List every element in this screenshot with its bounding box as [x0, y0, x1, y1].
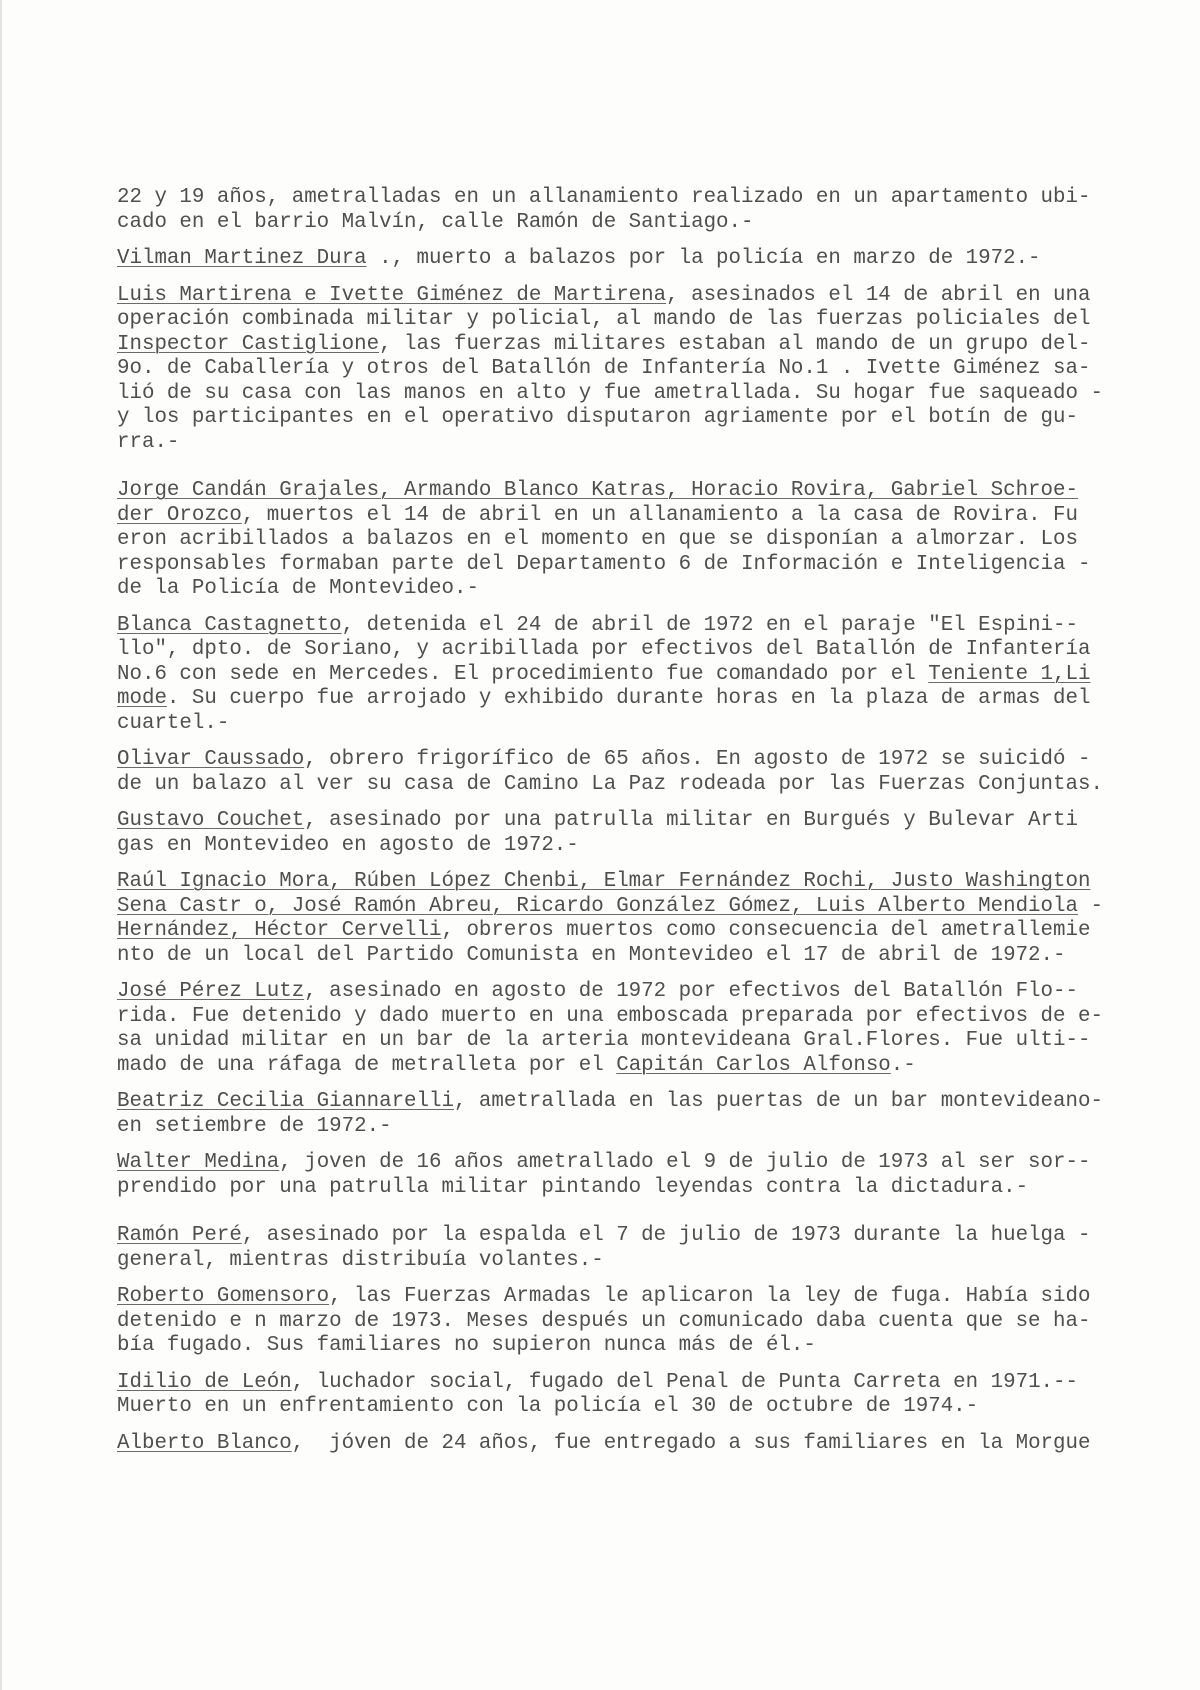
text-segment: prendido por una patrulla militar pintando leyendas contra la dictadura.-	[117, 1175, 1029, 1199]
text-segment: detenido e n marzo de 1973. Meses después un comunicado daba cuenta que se ha-	[117, 1309, 1091, 1333]
text-line	[117, 944, 1127, 969]
text-segment: , luchador social, fugado del Penal de Punta Carreta en 1971.--	[291, 1370, 1078, 1394]
text-segment: eron acribillados a balazos en el momento en que se disponían a almorzar. Los	[117, 528, 1078, 551]
text-line	[117, 748, 1127, 773]
text-line	[117, 1249, 1127, 1274]
text-line	[117, 980, 1127, 1005]
underlined-name: Roberto Gomensoro	[117, 1285, 330, 1308]
text-line	[117, 1395, 1127, 1420]
underlined-name: mode	[117, 687, 167, 710]
entry-paragraph	[117, 980, 1127, 1078]
text-line	[117, 1310, 1127, 1335]
text-line	[117, 528, 1127, 553]
text-line	[117, 577, 1127, 602]
underlined-name: Idilio de León	[117, 1370, 292, 1394]
underlined-name: Vilman Martinez Dura	[117, 247, 367, 270]
text-line	[117, 1432, 1127, 1457]
text-segment: en setiembre de 1972.-	[117, 1114, 392, 1138]
text-line	[117, 479, 1127, 504]
text-segment: rra.-	[117, 430, 180, 454]
text-segment: mado de una ráfaga de metralleta por el	[117, 1053, 617, 1077]
underlined-name: der Orozco	[117, 503, 242, 527]
text-segment: gas en Montevideo en agosto de 1972.-	[117, 833, 579, 857]
entry-paragraph	[117, 479, 1127, 602]
text-line	[117, 1285, 1127, 1310]
text-line	[117, 357, 1127, 382]
entry-paragraph	[117, 614, 1127, 737]
text-segment: cado en el barrio Malvín, calle Ramón de Santiago.-	[117, 210, 754, 234]
text-line	[117, 614, 1127, 639]
text-segment: 9o. de Caballería y otros del Batallón de Infantería No.1 . Ivette Giménez sa-	[117, 357, 1091, 380]
underlined-name: José Pérez Lutz	[117, 980, 305, 1003]
text-segment: nto de un local del Partido Comunista en Montevideo el 17 de abril de 1972.-	[117, 943, 1066, 967]
entry-paragraph	[117, 1371, 1127, 1420]
text-line	[117, 211, 1127, 236]
text-segment: , asesinados el 14 de abril en una	[666, 283, 1091, 307]
text-segment: ., muerto a balazos por la policía en marzo de 1972.-	[366, 247, 1041, 270]
text-line	[117, 1005, 1127, 1030]
entry-paragraph	[117, 247, 1127, 272]
text-segment: Muerto en un enfrentamiento con la policía el 30 de octubre de 1974.-	[117, 1395, 979, 1418]
text-segment: bía fugado. Sus familiares no supieron nunca más de él.-	[117, 1334, 816, 1357]
text-line	[117, 1115, 1127, 1140]
text-segment: , muertos el 14 de abril en un allanamiento a la casa de Rovira. Fu	[241, 503, 1078, 527]
text-segment: operación combinada militar y policial, al mando de las fuerzas policiales del	[117, 308, 1091, 331]
text-segment: , obrero frigorífico de 65 años. En agosto de 1972 se suicidó -	[304, 748, 1091, 771]
text-segment: general, mientras distribuía volantes.-	[117, 1248, 604, 1272]
text-line	[117, 553, 1127, 578]
underlined-name: Olivar Caussado	[117, 748, 305, 771]
text-segment: , las fuerzas militares estaban al mando de un grupo del-	[379, 332, 1091, 356]
text-segment: , detenida el 24 de abril de 1972 en el paraje "El Espini--	[341, 613, 1078, 637]
text-line	[117, 431, 1127, 456]
text-line	[117, 1224, 1127, 1249]
text-segment: , obreros muertos como consecuencia del ametrallemie	[441, 919, 1091, 942]
text-line	[117, 870, 1127, 895]
underlined-name: Blanca Castagnetto	[117, 613, 342, 637]
underlined-name: Hernández, Héctor Cervelli	[117, 919, 442, 942]
text-segment: de un balazo al ver su casa de Camino La Paz rodeada por las Fuerzas Conjuntas.	[117, 772, 1103, 796]
underlined-name: Inspector Castiglione	[117, 332, 380, 356]
text-segment: sa unidad militar en un bar de la arteria montevideana Gral.Flores. Fue ulti--	[117, 1029, 1091, 1052]
text-segment: , asesinado por la espalda el 7 de julio de 1973 durante la huelga -	[241, 1224, 1091, 1247]
text-line	[117, 687, 1127, 712]
text-segment: cuartel.-	[117, 711, 230, 735]
underlined-name: Alberto Blanco	[117, 1431, 292, 1455]
text-segment: , asesinado en agosto de 1972 por efectivos del Batallón Flo--	[304, 980, 1078, 1003]
entry-paragraph	[117, 809, 1127, 858]
entry-paragraph	[117, 1432, 1127, 1457]
entry-paragraph	[117, 1224, 1127, 1273]
underlined-name: Sena Castr o, José Ramón Abreu, Ricardo González Gómez, Luis Alberto Mendiola	[117, 894, 1078, 918]
text-line	[117, 1090, 1127, 1115]
text-line	[117, 382, 1127, 407]
text-segment: , joven de 16 años ametrallado el 9 de julio de 1973 al ser sor--	[279, 1151, 1091, 1174]
text-segment: y los participantes en el operativo disputaron agriamente por el botín de gu-	[117, 406, 1078, 429]
underlined-name: Teniente 1,Li	[928, 662, 1091, 686]
document-body	[117, 186, 1127, 1456]
text-segment: rida. Fue detenido y dado muerto en una emboscada preparada por efectivos de e-	[117, 1004, 1103, 1028]
underlined-name: Gustavo Couchet	[117, 809, 305, 832]
text-segment: lió de su casa con las manos en alto y fue ametrallada. Su hogar fue saqueado -	[117, 381, 1103, 405]
text-segment: responsables formaban parte del Departamento 6 de Información e Inteligencia -	[117, 552, 1091, 576]
underlined-name: Walter Medina	[117, 1151, 280, 1174]
text-line	[117, 638, 1127, 663]
text-segment: de la Policía de Montevideo.-	[117, 577, 479, 600]
text-line	[117, 1029, 1127, 1054]
text-line	[117, 1054, 1127, 1079]
text-segment: , las Fuerzas Armadas le aplicaron la ley de fuga. Había sido	[329, 1285, 1091, 1308]
text-line	[117, 809, 1127, 834]
text-line	[117, 712, 1127, 737]
underlined-name: Ramón Peré	[117, 1224, 242, 1247]
text-line	[117, 773, 1127, 798]
text-segment: 22 y 19 años, ametralladas en un allanamiento realizado en un apartamento ubi-	[117, 186, 1091, 209]
underlined-name: Jorge Candán Grajales, Armando Blanco Katras, Horacio Rovira, Gabriel Schroe-	[117, 479, 1078, 502]
text-line	[117, 1151, 1127, 1176]
text-line	[117, 895, 1127, 920]
entry-paragraph	[117, 284, 1127, 456]
underlined-name: Raúl Ignacio Mora, Rúben López Chenbi, Elmar Fernández Rochi, Justo Washington	[117, 870, 1091, 893]
text-line	[117, 284, 1127, 309]
text-segment: .-	[890, 1053, 916, 1077]
text-line	[117, 406, 1127, 431]
text-line	[117, 186, 1127, 211]
text-line	[117, 919, 1127, 944]
text-line	[117, 308, 1127, 333]
entry-paragraph	[117, 870, 1127, 968]
text-segment: No.6 con sede en Mercedes. El procedimiento fue comandado por el	[117, 662, 929, 686]
text-line	[117, 1334, 1127, 1359]
text-segment: llo", dpto. de Soriano, y acribillada por efectivos del Batallón de Infantería	[117, 638, 1091, 661]
text-segment: . Su cuerpo fue arrojado y exhibido durante horas en la plaza de armas del	[166, 687, 1091, 710]
entry-paragraph	[117, 1090, 1127, 1139]
text-segment: , asesinado por una patrulla militar en Burgués y Bulevar Arti	[304, 809, 1078, 832]
text-line	[117, 504, 1127, 529]
text-line	[117, 663, 1127, 688]
text-line	[117, 247, 1127, 272]
text-line	[117, 333, 1127, 358]
text-segment: , jóven de 24 años, fue entregado a sus familiares en la Morgue	[291, 1431, 1091, 1455]
text-line	[117, 1371, 1127, 1396]
underlined-name: Luis Martirena e Ivette Giménez de Martirena	[117, 283, 667, 307]
text-line	[117, 834, 1127, 859]
underlined-name: Capitán Carlos Alfonso	[616, 1053, 891, 1077]
text-line	[117, 1176, 1127, 1201]
entry-paragraph	[117, 1285, 1127, 1359]
text-segment: -	[1077, 894, 1103, 918]
entry-paragraph	[117, 186, 1127, 235]
entry-paragraph	[117, 748, 1127, 797]
text-segment: , ametrallada en las puertas de un bar montevideano-	[453, 1090, 1103, 1113]
underlined-name: Beatriz Cecilia Giannarelli	[117, 1090, 454, 1113]
entry-paragraph	[117, 1151, 1127, 1200]
